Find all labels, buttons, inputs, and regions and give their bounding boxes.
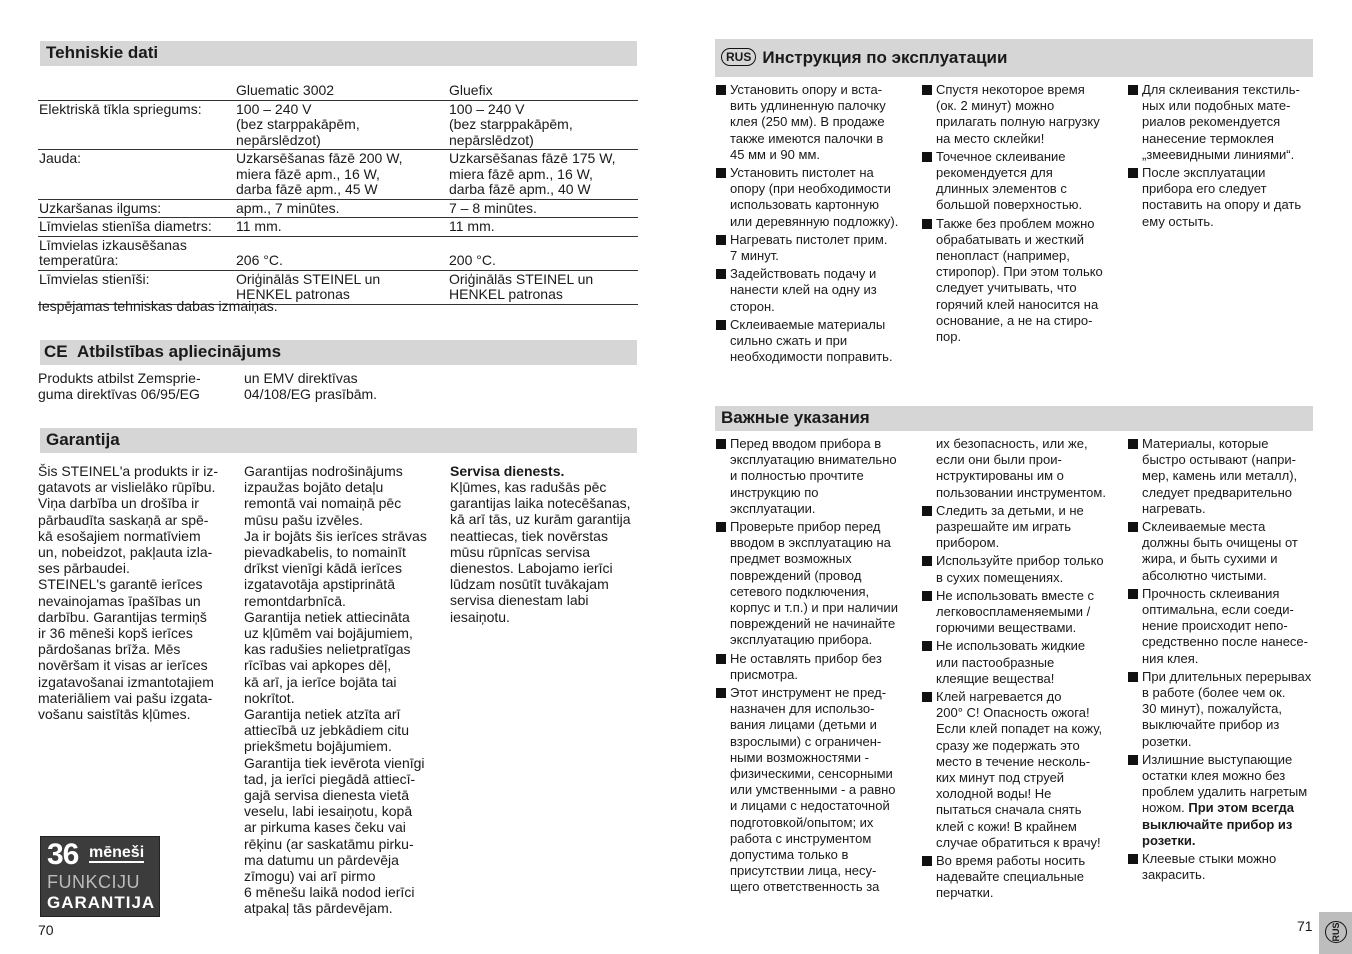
- list-item: Проверьте прибор перед вводом в эксплуатацию на предмет возможных повреждений (провод сетевого подключения, корпус и т.п.) и при наличии повреждений не начинайте эксплуатацию прибора.: [715, 519, 915, 649]
- tech-data-table: [38, 82, 638, 305]
- conformity-header: [40, 340, 637, 365]
- list-item: Перед вводом прибора в эксплуатацию внимательно и полностью прочтите инструкцию по эксплуатации.: [715, 436, 915, 517]
- rus-side-badge: RUS: [1325, 921, 1347, 943]
- spec-value: 100 – 240 V (bez starppakāpēm, nepārslēdzot): [448, 100, 638, 150]
- warranty-text-2: Garantijas nodrošinājums izpaužas bojāto detaļu remontā vai nomaiņā pēc mūsu pašu izvēles. Ja ir bojāts šis ierīces strāvas pievadkabelis, to nomainīt drīkst vienīgi kādā ierīces izgatavotāja apstiprinātā remontdarbnīcā. Garantija netiek attiecināta uz kļūmēm vai bojājumiem, kas radušies nelietpratīgas rīcības vai apkopes dēļ, kā arī, ja ierīce bojāta tai nokrītot. Garantija netiek atzīta arī attiecībā uz jebkādiem citu priekšmetu bojājumiem. Garantija tiek ievērota vienīgi tad, ja ierīci piegādā attiecī- gajā servisa dienesta vietā veselu, labi iesaiņotu, kopā ar pirkuma kases čeku vai rēķinu (ar saskatāmu pirku- ma datumu un pārdevēja zīmogu) vai arī pirmo 6 mēnešu laikā nodod ierīci atpakaļ tās pārdevējam.: [244, 463, 427, 917]
- list-item: Клей нагревается до 200° С! Опасность ожога! Если клей попадет на кожу, сразу же подержать это место в течение несколь- ких минут под струей холодной воды! Не пытаться сначала снять клей с кожи! В крайнем случае обратиться к врачу!: [921, 689, 1121, 851]
- page-number-left: 70: [38, 922, 54, 938]
- list-item: Спустя некоторое время (ок. 2 минут) можно прилагать полную нагрузку на место склейки!: [921, 82, 1121, 147]
- ce-mark-icon: CE: [44, 342, 68, 361]
- conformity-text-2: un EMV direktīvas 04/108/EG prasībām.: [244, 370, 378, 403]
- spec-value: 7 – 8 minūtes.: [448, 199, 638, 218]
- table-row: [38, 218, 638, 237]
- conformity-title: Atbilstības apliecinājums: [77, 342, 282, 361]
- important-col-1: [715, 436, 915, 898]
- spec-label: [38, 82, 235, 100]
- list-item: Склеиваемые материалы сильно сжать и при необходимости поправить.: [715, 317, 915, 366]
- list-item: Точечное склеивание рекомендуется для длинных элементов с большой поверхностью.: [921, 149, 1121, 214]
- instructions-header: [715, 39, 1313, 77]
- spec-value: 100 – 240 V (bez starppakāpēm, nepārslēdzot): [235, 100, 448, 150]
- instructions-col-2: [921, 82, 1121, 347]
- spec-label: Uzkaršanas ilgums:: [38, 199, 235, 218]
- table-row: [38, 100, 638, 150]
- tech-data-title: Tehniskie dati: [46, 43, 159, 62]
- rus-badge: RUS: [721, 48, 756, 66]
- spec-label: Elektriskā tīkla spriegums:: [38, 100, 235, 150]
- warranty-header: [40, 428, 637, 453]
- list-item: Этот инструмент не пред- назначен для использо- вания лицами (детьми и взрослыми) с ограничен- ными возможностями - физическими, сенсорными или умственными - а равно и лицами с недостаточной подготовкой/опытом; их работа с инструментом допустима только в присутствии лица, несу- щего ответственность за: [715, 685, 915, 896]
- list-item: Используйте прибор только в сухих помещениях.: [921, 553, 1121, 585]
- list-item: Установить пистолет на опору (при необходимости использовать картонную или деревянную подложку).: [715, 165, 915, 230]
- badge-line2: FUNKCIJU: [47, 872, 140, 892]
- conformity-text-1: Produkts atbilst Zemsprie- guma direktīvas 06/95/EG: [38, 370, 201, 403]
- spec-label: Jauda:: [38, 150, 235, 200]
- list-item: При длительных перерывах в работе (более чем ок. 30 минут), пожалуйста, выключайте прибор из розетки.: [1127, 669, 1327, 750]
- list-item: Материалы, которые быстро остывают (напри- мер, камень или металл), следует предварительно нагревать.: [1127, 436, 1327, 517]
- list-continuation: их безопасность, или же, если они были прои- нструктированы им о пользовании инструментом.: [936, 436, 1106, 500]
- list-item: Не использовать вместе с легковоспламеняемыми / горючими веществами.: [921, 588, 1121, 637]
- spec-value: Uzkarsēšanas fāzē 200 W, miera fāzē apm., 16 W, darba fāzē apm., 45 W: [235, 150, 448, 200]
- spec-value: Gluematic 3002: [235, 82, 448, 100]
- list-item: Излишние выступающие остатки клея можно без проблем удалить нагретым ножом. При этом всегда выключайте прибор из розетки.: [1127, 752, 1327, 849]
- spec-value: Oriģinālās STEINEL un HENKEL patronas: [448, 270, 638, 304]
- spec-value: Gluefix: [448, 82, 638, 100]
- instructions-title: Инструкция по эксплуатации: [762, 48, 1008, 67]
- spec-value: Uzkarsēšanas fāzē 175 W, miera fāzē apm., 16 W, darba fāzē apm., 40 W: [448, 150, 638, 200]
- spec-label: Līmvielas stienīši:: [38, 270, 235, 304]
- list-item: Клеевые стыки можно закрасить.: [1127, 851, 1327, 883]
- list-item: Задействовать подачу и нанести клей на одну из сторон.: [715, 266, 915, 315]
- list-item: Прочность склеивания оптимальна, если соеди- нение происходит непо- средственно после нанесе- ния клея.: [1127, 586, 1327, 667]
- list-item: Следить за детьми, и не разрешайте им играть прибором.: [921, 503, 1121, 552]
- warranty-text-1: Šis STEINEL'a produkts ir iz- gatavots ar vislielāko rūpību. Viņa darbība un drošība ir pārbaudīta saskaņā ar spē- kā esošajiem normatīviem un, nobeidzot, pakļauta izla- ses pārbaudei. STEINEL's garantē ierīces nevainojamas īpašības un darbību. Garantijas termiņš ir 36 mēneši kopš ierīces pārdošanas brīža. Mēs novēršam it visas ar ierīces izgatavošanai izmantotajiem materiāliem vai pašu izgata- vošanu saistītās kļūmes.: [38, 463, 219, 723]
- spec-value: 200 °C.: [448, 236, 638, 270]
- tech-data-header: [40, 41, 637, 66]
- spec-label: Līmvielas izkausēšanas temperatūra:: [38, 236, 235, 270]
- list-item: После эксплуатации прибора его следует поставить на опору и дать ему остыть.: [1127, 165, 1327, 230]
- instructions-col-3: [1127, 82, 1327, 232]
- list-item: Установить опору и вста- вить удлиненную палочку клея (250 мм). В продаже также имеются палочки в 45 мм и 90 мм.: [715, 82, 915, 163]
- spec-value: 11 mm.: [448, 218, 638, 237]
- instructions-col-1: [715, 82, 915, 367]
- warranty-title: Garantija: [46, 430, 120, 449]
- list-item: Склеиваемые места должны быть очищены от жира, и быть сухими и абсолютно чистыми.: [1127, 519, 1327, 584]
- important-col-3: [1127, 436, 1327, 885]
- important-col-2: [921, 436, 1121, 904]
- list-item: Не оставлять прибор без присмотра.: [715, 651, 915, 683]
- service-title: Servisa dienests.: [450, 463, 565, 479]
- table-row: [38, 199, 638, 218]
- list-item: Не использовать жидкие или пастообразные клеящие вещества!: [921, 638, 1121, 687]
- table-row: [38, 150, 638, 200]
- list-item: Для склеивания текстиль- ных или подобных мате- риалов рекомендуется нанесение термоклея „змеевидными линиями“.: [1127, 82, 1327, 163]
- badge-line3: GARANTIJA: [47, 893, 156, 912]
- table-row: [38, 236, 638, 270]
- spec-value: Oriģinālās STEINEL un HENKEL patronas: [235, 270, 448, 304]
- list-item: Нагревать пистолет прим. 7 минут.: [715, 232, 915, 264]
- important-header: [715, 406, 1313, 431]
- warranty-badge: [40, 836, 160, 917]
- table-row: [38, 82, 638, 100]
- spec-label: Līmvielas stienīša diametrs:: [38, 218, 235, 237]
- service-text: Kļūmes, kas radušās pēc garantijas laika notecēšanas, kā arī tās, uz kurām garantija neattiecas, tiek novērstas mūsu rūpnīcas servisa dienestos. Labojamo ierīci lūdzam nosūtīt tuvākajam servisa dienestam labi iesaiņotu.: [450, 479, 631, 625]
- badge-months: mēneši: [89, 844, 145, 861]
- list-item: Также без проблем можно обрабатывать и жесткий пенопласт (например, стиропор). При этом только следует учитывать, что горячий клей наносится на основание, а не на стиро- пор.: [921, 216, 1121, 346]
- spec-value: 11 mm.: [235, 218, 448, 237]
- important-title: Важные указания: [721, 408, 870, 427]
- badge-number: 36: [47, 838, 79, 871]
- tech-note: Iespējamas tehniskas dabas izmaiņas.: [38, 298, 278, 314]
- page-number-right: 71: [1297, 918, 1313, 934]
- language-side-tab: [1319, 912, 1352, 954]
- spec-value: 206 °C.: [235, 236, 448, 270]
- spec-value: apm., 7 minūtes.: [235, 199, 448, 218]
- list-item: Во время работы носить надевайте специальные перчатки.: [921, 853, 1121, 902]
